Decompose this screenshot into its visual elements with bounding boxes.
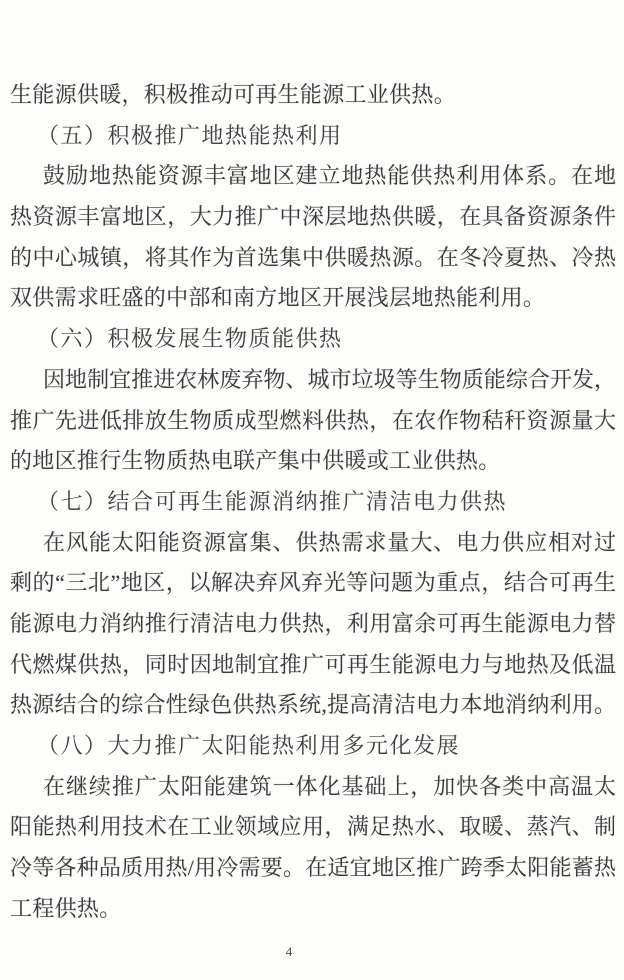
paragraph-line: 阳能热利用技术在工业领域应用，满足热水、取暖、蒸汽、制 bbox=[10, 814, 616, 840]
paragraph-end-line: 工程供热。 bbox=[10, 895, 122, 921]
paragraph-continuation-line: 生能源供暖，积极推动可再生能源工业供热。 bbox=[10, 82, 457, 107]
paragraph-line: 的中心城镇，将其作为首选集中供暖热源。在冬冷夏热、冷热 bbox=[10, 244, 616, 270]
paragraph-line: 鼓励地热能资源丰富地区建立地热能供热利用体系。在地 bbox=[43, 163, 616, 189]
paragraph-end-line: 的地区推行生物质热电联产集中供暖或工业供热。 bbox=[10, 448, 501, 474]
paragraph-end-line: 双供需求旺盛的中部和南方地区开展浅层地热能利用。 bbox=[10, 285, 546, 311]
paragraph-line: 热源结合的综合性绿色供热系统,提高清洁电力本地消纳利用。 bbox=[10, 692, 616, 718]
paragraph-line: 能源电力消纳推行清洁电力供热，利用富余可再生能源电力替 bbox=[10, 610, 616, 636]
paragraph-line: 剩的“三北”地区，以解决弃风弃光等问题为重点，结合可再生 bbox=[10, 570, 617, 596]
paragraph-line: 冷等各种品质用热/用冷需要。在适宜地区推广跨季太阳能蓄热 bbox=[10, 855, 616, 881]
section-heading-6: （六）积极发展生物质能供热 bbox=[37, 326, 343, 352]
section-heading-8: （八）大力推广太阳能热利用多元化发展 bbox=[37, 733, 461, 758]
section-heading-5: （五）积极推广地热能热利用 bbox=[37, 122, 343, 148]
paragraph-line: 在继续推广太阳能建筑一体化基础上，加快各类中高温太 bbox=[43, 773, 616, 799]
paragraph-line: 在风能太阳能资源富集、供热需求量大、电力供应相对过 bbox=[43, 529, 616, 555]
paragraph-line: 因地制宜推进农林废弃物、城市垃圾等生物质能综合开发， bbox=[43, 366, 616, 392]
section-heading-7: （七）结合可再生能源消纳推广清洁电力供热 bbox=[37, 488, 508, 514]
paragraph-line: 推广先进低排放生物质成型燃料供热，在农作物秸秆资源量大 bbox=[10, 407, 616, 433]
document-text bbox=[10, 75, 616, 929]
page-number: 4 bbox=[285, 944, 293, 959]
paragraph-line: 热资源丰富地区，大力推广中深层地热供暖，在具备资源条件 bbox=[10, 204, 616, 230]
paragraph-line: 代燃煤供热，同时因地制宜推广可再生能源电力与地热及低温 bbox=[10, 651, 616, 677]
